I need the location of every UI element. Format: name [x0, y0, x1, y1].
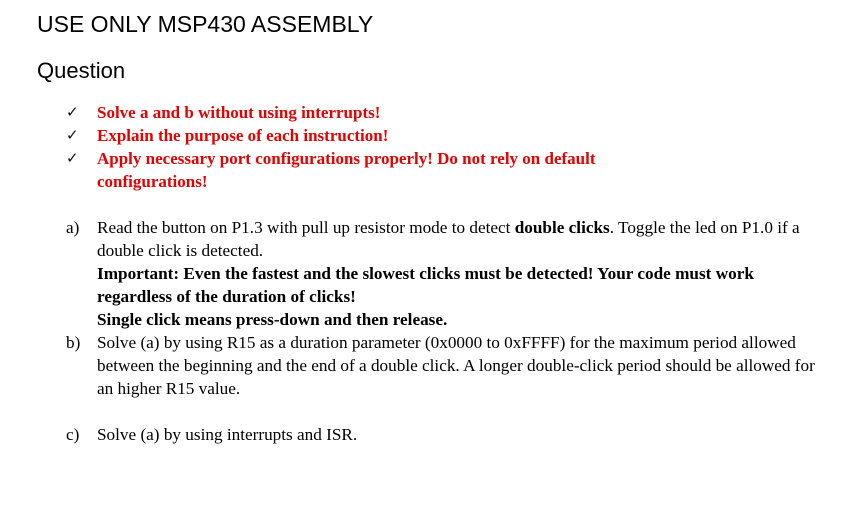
instruction-item: [66, 147, 697, 193]
instruction-text: Apply necessary port configurations properly! Do not rely on default configurations!: [97, 149, 596, 191]
question-a-important: Important: Even the fastest and the slowest clicks must be detected! Your code must work regardless of the duration of clicks!: [97, 264, 754, 306]
instruction-item: [66, 101, 697, 124]
checkmark-icon: ✓: [66, 149, 79, 167]
question-marker: c): [66, 425, 80, 444]
instruction-text: Solve a and b without using interrupts!: [97, 103, 381, 122]
question-b-text: Solve (a) by using R15 as a duration parameter (0x0000 to 0xFFFF) for the maximum period allowed between the beginning and the end of a double click. A longer double-click period should be allowed for an higher R15 value.: [97, 333, 815, 398]
question-a-text-part: Read the button on P1.3 with pull up resistor mode to detect: [97, 218, 515, 237]
document-title: USE ONLY MSP430 ASSEMBLY: [37, 11, 374, 37]
question-item-b: [66, 331, 826, 400]
section-heading: Question: [37, 58, 126, 83]
question-marker: a): [66, 218, 80, 237]
checkmark-icon: ✓: [66, 126, 79, 144]
instruction-list: [66, 101, 697, 193]
question-item-a: [66, 216, 826, 331]
question-a-text-part: . Toggle the led on P1.0 if a double click is detected.: [97, 218, 800, 260]
question-a-emphasis: double clicks: [514, 218, 610, 237]
question-c-text: Solve (a) by using interrupts and ISR.: [97, 425, 358, 444]
instruction-text: Explain the purpose of each instruction!: [97, 126, 389, 145]
question-list: [66, 216, 826, 446]
question-a-text: [97, 218, 800, 260]
question-a-single-click-note: Single click means press-down and then release.: [97, 310, 448, 329]
question-item-c: [66, 423, 826, 446]
checkmark-icon: ✓: [66, 103, 79, 121]
question-marker: b): [66, 333, 81, 352]
instruction-item: [66, 124, 697, 147]
